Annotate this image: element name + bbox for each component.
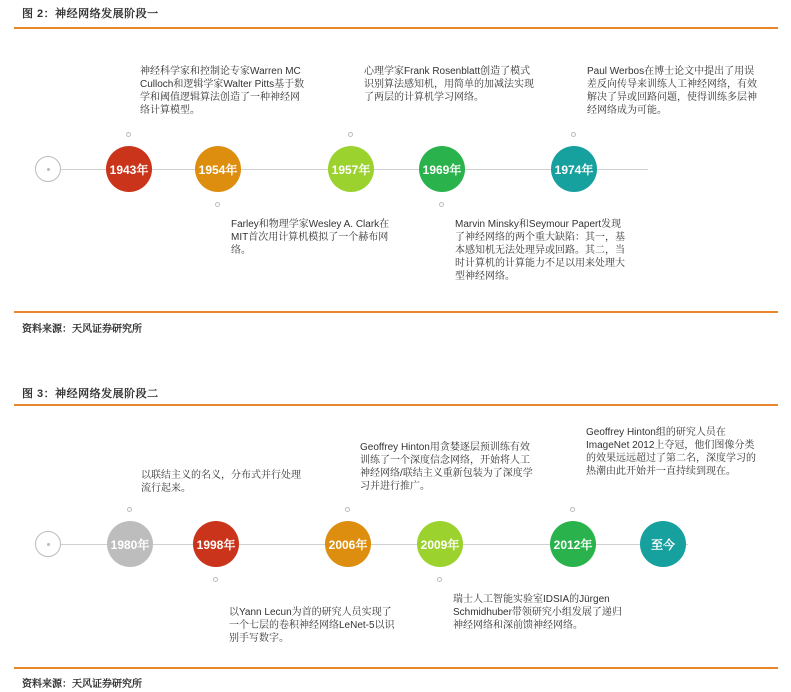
- connector-1969: [439, 202, 444, 207]
- year-node-1980: 1980年: [107, 521, 153, 567]
- year-node-1957: 1957年: [328, 146, 374, 192]
- note-1954: Farley和物理学家Wesley A. Clark在MIT首次用计算机模拟了一个赫布网络。: [231, 219, 390, 256]
- note-1998: 以Yann Lecun为首的研究人员实现了一个七层的卷积神经网络LeNet-5以识别手写数字。: [229, 607, 395, 644]
- note-1974: Paul Werbos在博士论文中提出了用误差反向传导来训练人工神经网络，有效解决了异或回路问题，使得训练多层神经网络成为可能。: [587, 66, 757, 116]
- connector-1954: [215, 202, 220, 207]
- figure-2-bottom-rule: [14, 667, 778, 669]
- year-node-1998: 1998年: [193, 521, 239, 567]
- note-1980: 以联结主义的名义，分布式并行处理流行起来。: [141, 470, 301, 494]
- figure-1-top-rule: [14, 27, 778, 29]
- note-2009: 瑞士人工智能实验室IDSIA的Jürgen Schmidhuber带领研究小组发展了递归神经网络和深前馈神经网络。: [453, 594, 622, 631]
- node-present: 至今: [640, 521, 686, 567]
- note-1957: 心理学家Frank Rosenblatt创造了模式识别算法感知机，用简单的加减法实现了两层的计算机学习网络。: [364, 66, 534, 103]
- year-node-1943: 1943年: [106, 146, 152, 192]
- year-node-1969: 1969年: [419, 146, 465, 192]
- year-node-2009: 2009年: [417, 521, 463, 567]
- connector-1974: [571, 132, 576, 137]
- year-node-1974: 1974年: [551, 146, 597, 192]
- figure-1-title: 图 2：神经网络发展阶段一: [22, 8, 159, 20]
- figure-1-bottom-rule: [14, 311, 778, 313]
- connector-2009: [437, 577, 442, 582]
- timeline-start-marker-1: [35, 156, 61, 182]
- figure-1-source: 资料来源：天风证券研究所: [22, 324, 142, 335]
- connector-1943: [126, 132, 131, 137]
- note-1943: 神经科学家和控制论专家Warren MC Culloch和逻辑学家Walter Pitts基于数学和阈值逻辑算法创造了一种神经网络计算模型。: [140, 66, 305, 116]
- note-2012: Geoffrey Hinton组的研究人员在ImageNet 2012上夺冠，他们图像分类的效果远远超过了第二名，深度学习的热潮由此开始并一直持续到现在。: [586, 427, 756, 477]
- connector-2012: [570, 507, 575, 512]
- connector-1998: [213, 577, 218, 582]
- year-node-2006: 2006年: [325, 521, 371, 567]
- year-node-2012: 2012年: [550, 521, 596, 567]
- connector-1957: [348, 132, 353, 137]
- note-1969: Marvin Minsky和Seymour Papert发现了神经网络的两个重大缺陷：其一，基本感知机无法处理异或回路。其二，当时计算机的计算能力不足以用来处理大型神经网络。: [455, 219, 625, 282]
- connector-1980: [127, 507, 132, 512]
- timeline-start-marker-2: [35, 531, 61, 557]
- figure-2-top-rule: [14, 404, 778, 406]
- connector-2006: [345, 507, 350, 512]
- year-node-1954: 1954年: [195, 146, 241, 192]
- figure-2-title: 图 3：神经网络发展阶段二: [22, 388, 159, 400]
- figure-2-source: 资料来源：天风证券研究所: [22, 679, 142, 690]
- note-2006: Geoffrey Hinton用贪婪逐层预训练有效训练了一个深度信念网络，开始将人工神经网络/联结主义重新包装为了深度学习并进行推广。: [360, 442, 533, 492]
